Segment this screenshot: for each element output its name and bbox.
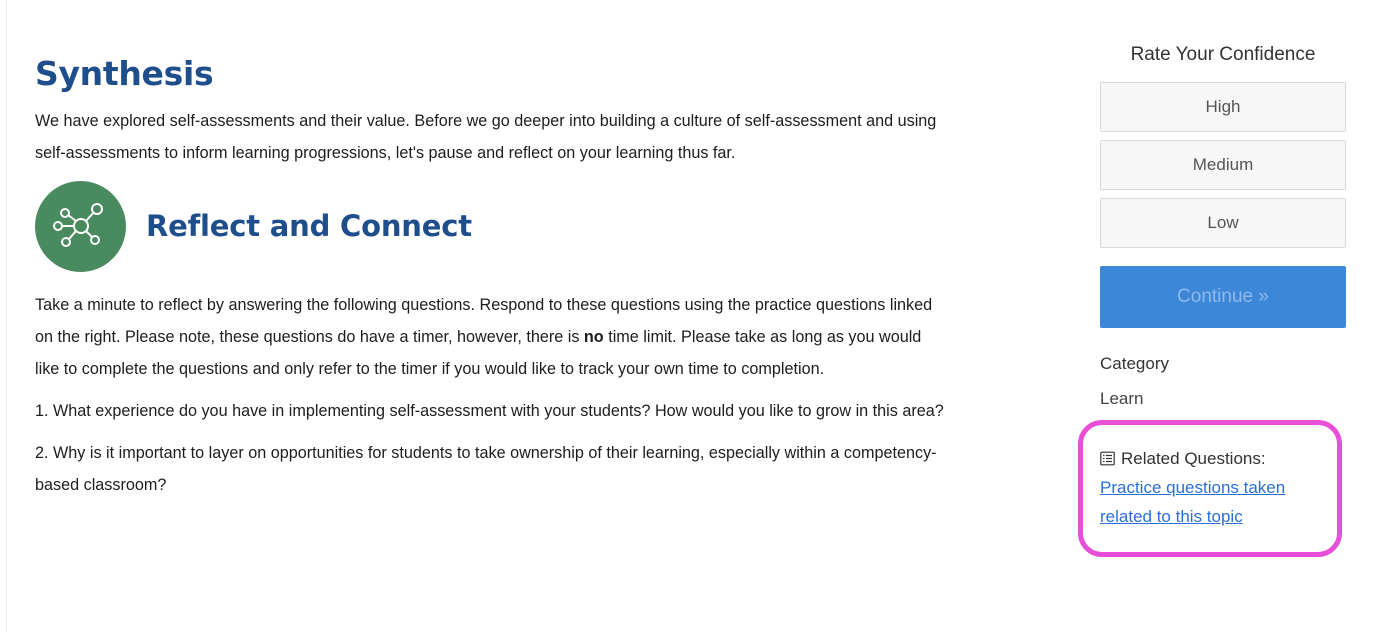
continue-button[interactable]: Continue » xyxy=(1100,266,1346,328)
instructions-bold-text: no xyxy=(583,328,604,346)
category-label: Category xyxy=(1100,354,1169,373)
instructions-text-part2: time limit. Please take as long as you would like to complete the questions and only refer to the timer if you would like to track your own time to completion. xyxy=(35,328,922,378)
page-title: Synthesis xyxy=(35,54,214,93)
sidebar xyxy=(1100,40,1346,413)
reflect-section-header xyxy=(35,179,945,273)
confidence-low-button[interactable]: Low xyxy=(1100,198,1346,248)
related-questions-label: Related Questions: xyxy=(1121,449,1266,468)
section-title: Reflect and Connect xyxy=(146,209,472,243)
main-content xyxy=(35,52,945,511)
instructions-paragraph xyxy=(35,289,945,385)
practice-questions-link[interactable]: Practice questions taken related to this topic xyxy=(1100,478,1286,526)
question-2: 2. Why is it important to layer on opportunities for students to take ownership of their learning, especially within a competency-based classroom? xyxy=(35,444,937,494)
related-questions xyxy=(1100,444,1340,531)
category-value: Learn xyxy=(1100,389,1144,408)
rate-confidence-title: Rate Your Confidence xyxy=(1130,44,1316,65)
confidence-medium-button[interactable]: Medium xyxy=(1100,140,1346,190)
intro-paragraph: We have explored self-assessments and their value. Before we go deeper into building a culture of self-assessment and using self-assessments to inform learning progressions, let's pause and reflect on your learning thus far. xyxy=(35,112,937,162)
list-icon xyxy=(1100,451,1115,466)
confidence-high-button[interactable]: High xyxy=(1100,82,1346,132)
related-questions-header xyxy=(1100,444,1340,473)
page-left-border xyxy=(6,0,7,632)
question-1: 1. What experience do you have in implementing self-assessment with your students? How would you like to grow in this area? xyxy=(35,402,944,420)
instructions-text-part1: Take a minute to reflect by answering the following questions. Respond to these questions using the practice questions linked on the right. Please note, these questions do have a timer, however, there is xyxy=(35,296,933,346)
network-magnifier-icon xyxy=(35,181,126,272)
